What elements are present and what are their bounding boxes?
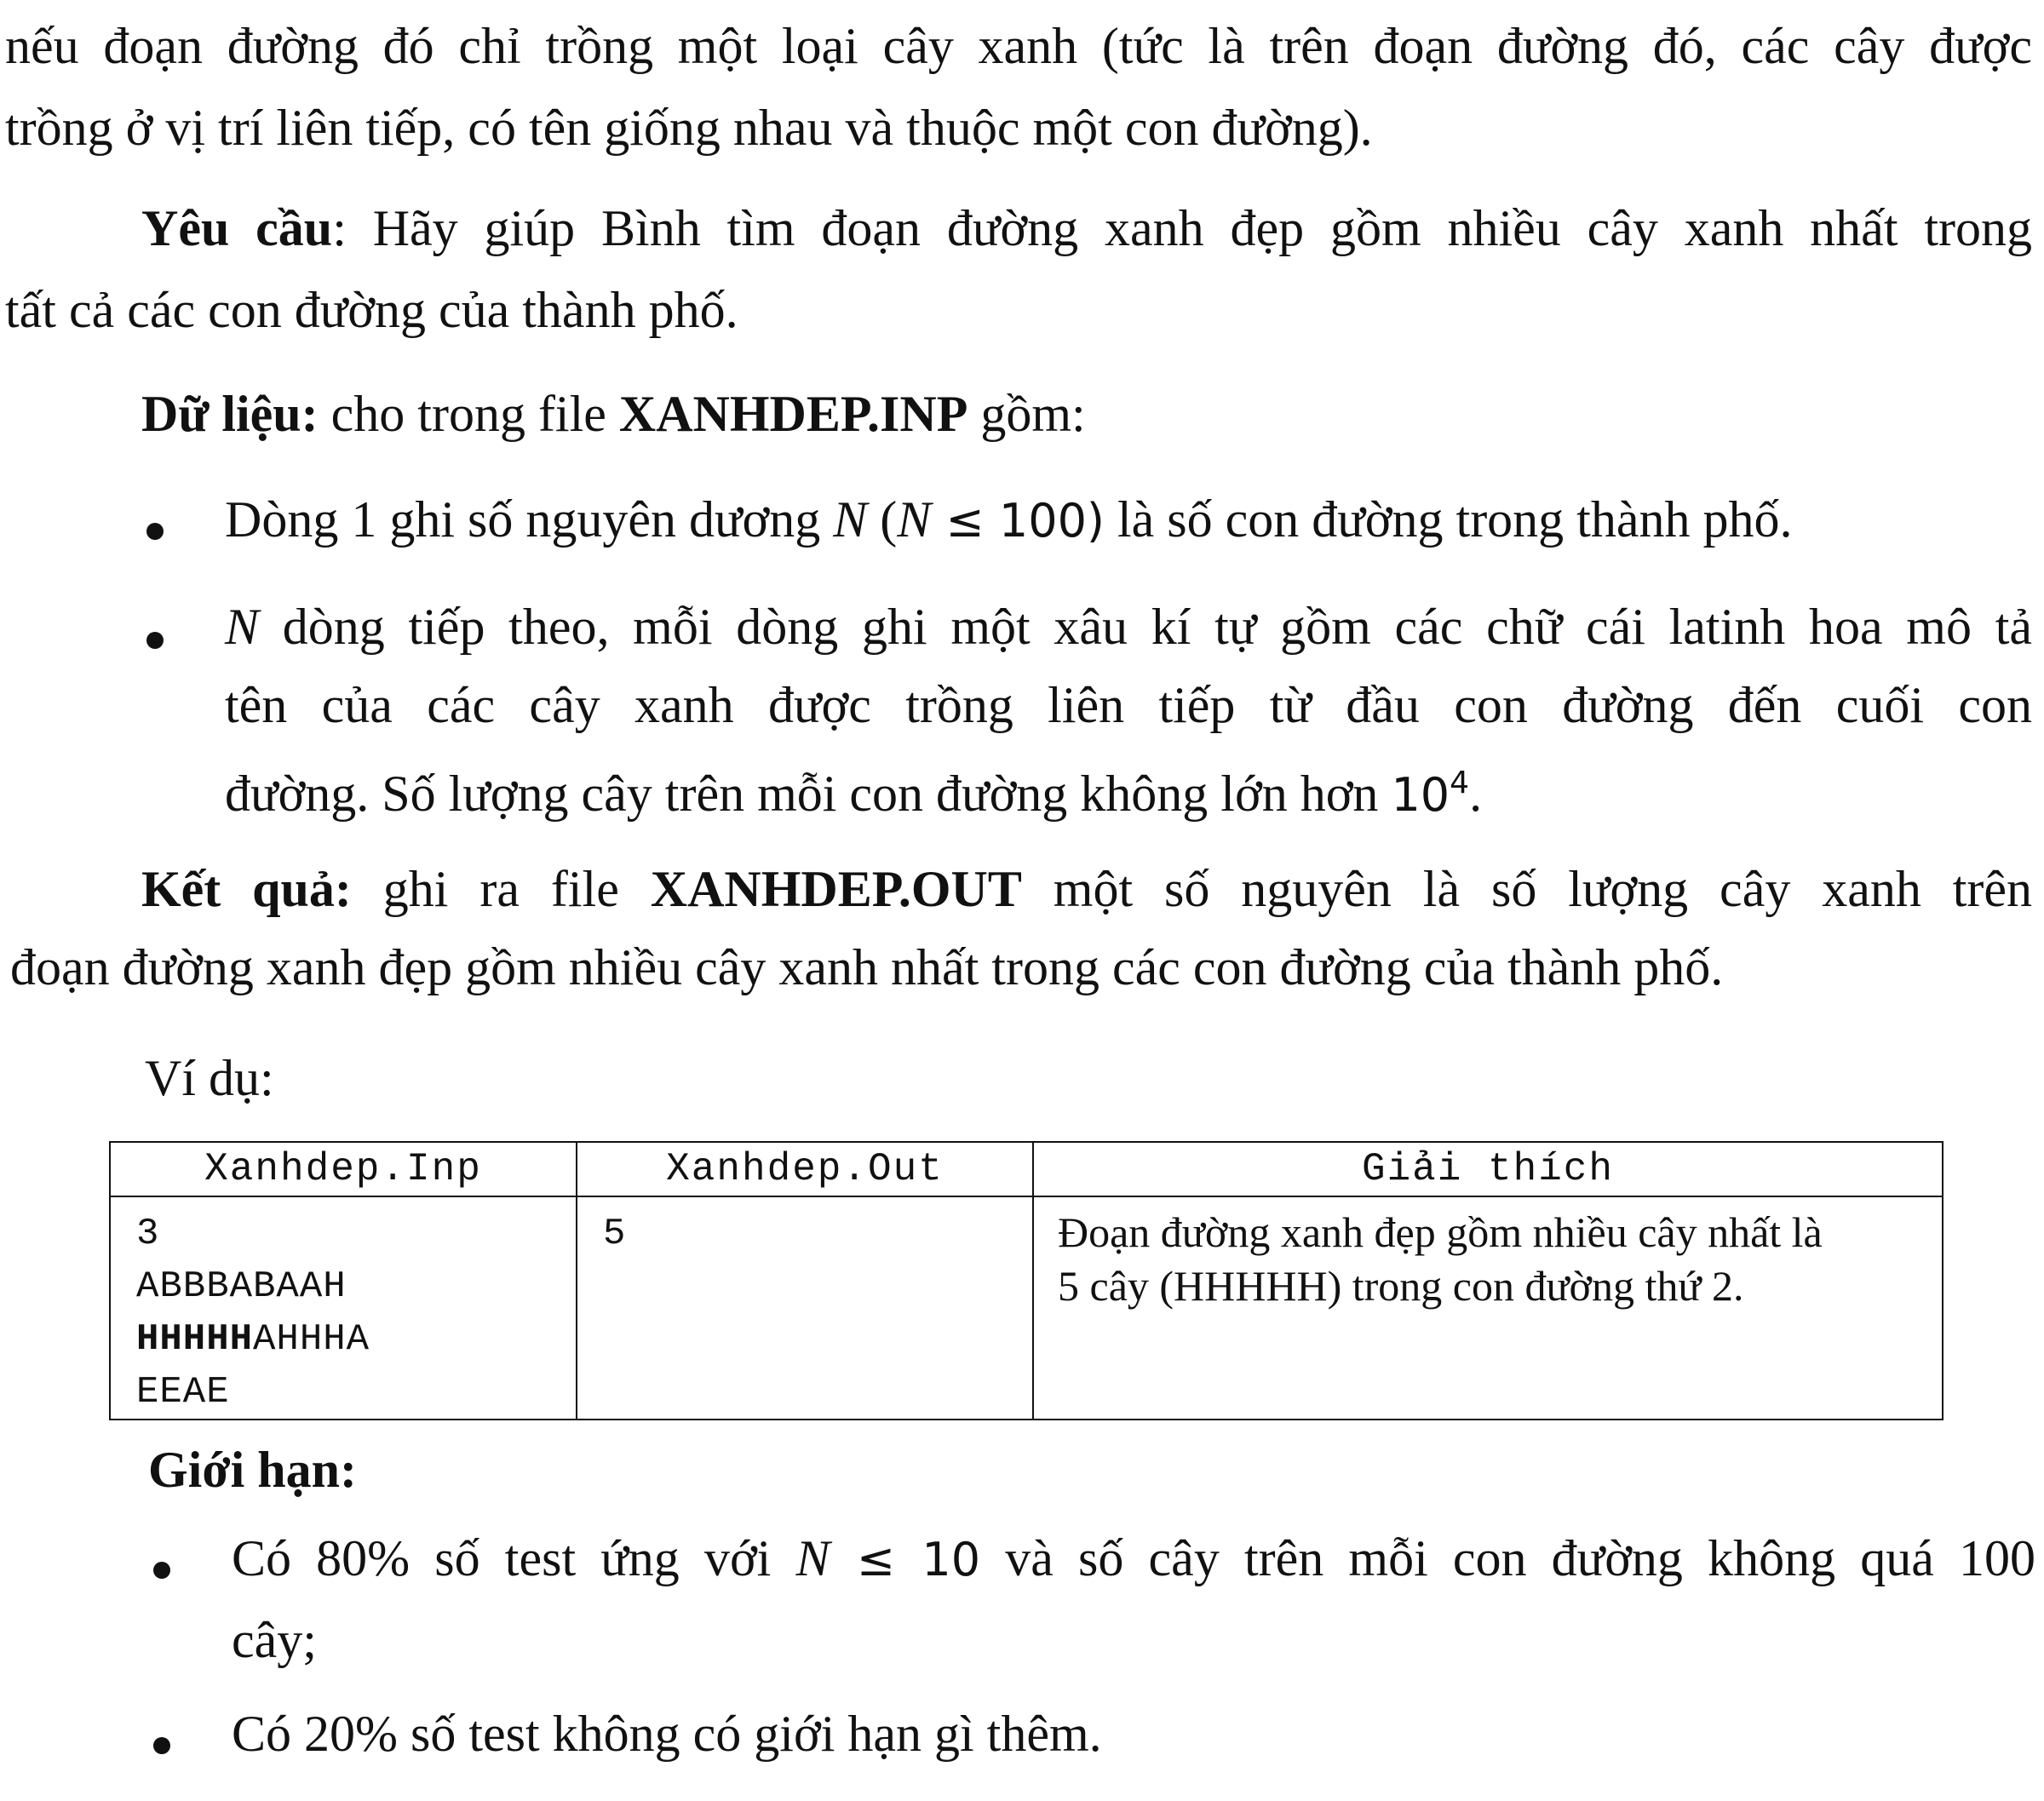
input-line: 3 bbox=[136, 1213, 160, 1255]
bullet-text: Dòng 1 ghi số nguyên dương bbox=[225, 491, 834, 548]
example-data-row bbox=[110, 1196, 1943, 1420]
input-line-rest: AHHHA bbox=[253, 1318, 370, 1361]
bullet-text-post: và số cây trên mỗi con đường không quá 100 bbox=[980, 1530, 2035, 1586]
output-line-1 bbox=[141, 858, 2032, 920]
output-text: ghi ra file bbox=[351, 861, 651, 917]
requirement-line-2: tất cả các con đường của thành phố. bbox=[5, 282, 738, 338]
math-base: 10 bbox=[1391, 768, 1450, 822]
math-var: N bbox=[897, 491, 932, 548]
input-bullet-1 bbox=[225, 489, 2044, 552]
example-label: Ví dụ: bbox=[145, 1050, 274, 1106]
input-heading bbox=[141, 383, 2044, 445]
input-bullet-2-line-3 bbox=[225, 753, 2044, 826]
limits-bullet-1-line-2: cây; bbox=[232, 1612, 317, 1668]
limits-bullet-2: Có 20% số test không có giới hạn gì thêm. bbox=[232, 1706, 1102, 1762]
math-condition: ≤ 10 bbox=[830, 1533, 981, 1586]
example-output-cell bbox=[577, 1196, 1033, 1420]
output-label: Kết quả: bbox=[141, 861, 352, 917]
input-label: Dữ liệu: bbox=[141, 386, 319, 442]
bullet-text: đường. Số lượng cây trên mỗi con đường không lớn hơn bbox=[225, 766, 1392, 822]
bullet-text: Có 80% số test ứng với bbox=[232, 1530, 796, 1586]
period: . bbox=[1469, 766, 1483, 822]
bullet-dot bbox=[146, 632, 164, 649]
math-var: N bbox=[795, 1530, 830, 1586]
requirement-label: Yêu cầu bbox=[141, 200, 333, 256]
math-var: N bbox=[833, 491, 868, 548]
explanation-line: Đoạn đường xanh đẹp gồm nhiều cây nhất là bbox=[1058, 1208, 1823, 1256]
bullet-dot bbox=[153, 1562, 170, 1579]
intro-line-2: trồng ở vị trí liên tiếp, có tên giống nhau và thuộc một con đường). bbox=[5, 100, 1373, 156]
header-input: Xanhdep.Inp bbox=[110, 1142, 577, 1196]
intro-line-1: nếu đoạn đường đó chỉ trồng một loại cây xanh (tức là trên đoạn đường đó, các cây được bbox=[5, 18, 2032, 74]
input-line: EEAE bbox=[136, 1371, 230, 1414]
input-text-after: gồm: bbox=[967, 386, 1086, 442]
example-table bbox=[109, 1141, 1944, 1420]
requirement-line-1 bbox=[141, 198, 2032, 259]
example-input-cell bbox=[110, 1196, 577, 1420]
input-filename: XANHDEP.INP bbox=[618, 386, 968, 442]
bold-prefix: HHHHH bbox=[136, 1318, 254, 1361]
input-text: cho trong file bbox=[318, 386, 619, 442]
bullet-dot bbox=[146, 523, 164, 540]
input-line bbox=[136, 1313, 576, 1366]
output-value: 5 bbox=[603, 1213, 627, 1255]
limits-heading bbox=[148, 1439, 2044, 1500]
header-output: Xanhdep.Out bbox=[577, 1142, 1033, 1196]
header-explanation: Giải thích bbox=[1033, 1142, 1943, 1196]
input-bullet-2-line-2: tên của các cây xanh được trồng liên tiếp từ đầu con đường đến cuối con bbox=[225, 677, 2032, 733]
paren-open: ( bbox=[867, 491, 898, 548]
limits-label: Giới hạn: bbox=[148, 1442, 357, 1498]
math-condition: ≤ 100) bbox=[931, 494, 1105, 548]
bullet-text-post: là số con đường trong thành phố. bbox=[1105, 491, 1793, 548]
requirement-text: : Hãy giúp Bình tìm đoạn đường xanh đẹp gồm nhiều cây xanh nhất trong bbox=[332, 200, 2032, 256]
bullet-text: dòng tiếp theo, mỗi dòng ghi một xâu kí tự gồm các chữ cái latinh hoa mô tả bbox=[259, 599, 2032, 655]
output-filename: XANHDEP.OUT bbox=[650, 861, 1022, 917]
example-header-row bbox=[110, 1142, 1943, 1196]
limits-bullet-1-line-1 bbox=[232, 1528, 2035, 1591]
math-exponent: 4 bbox=[1450, 766, 1470, 800]
bullet-dot bbox=[153, 1737, 170, 1754]
input-bullet-2-line-1 bbox=[225, 596, 2032, 657]
explanation-line: 5 cây (HHHHH) trong con đường thứ 2. bbox=[1058, 1262, 1744, 1310]
input-line: ABBBABAAH bbox=[136, 1265, 347, 1308]
output-text-after: một số nguyên là số lượng cây xanh trên bbox=[1021, 861, 2033, 917]
math-var: N bbox=[225, 599, 260, 655]
output-line-2: đoạn đường xanh đẹp gồm nhiều cây xanh nhất trong các con đường của thành phố. bbox=[10, 939, 1724, 995]
example-explanation-cell bbox=[1033, 1196, 1943, 1420]
